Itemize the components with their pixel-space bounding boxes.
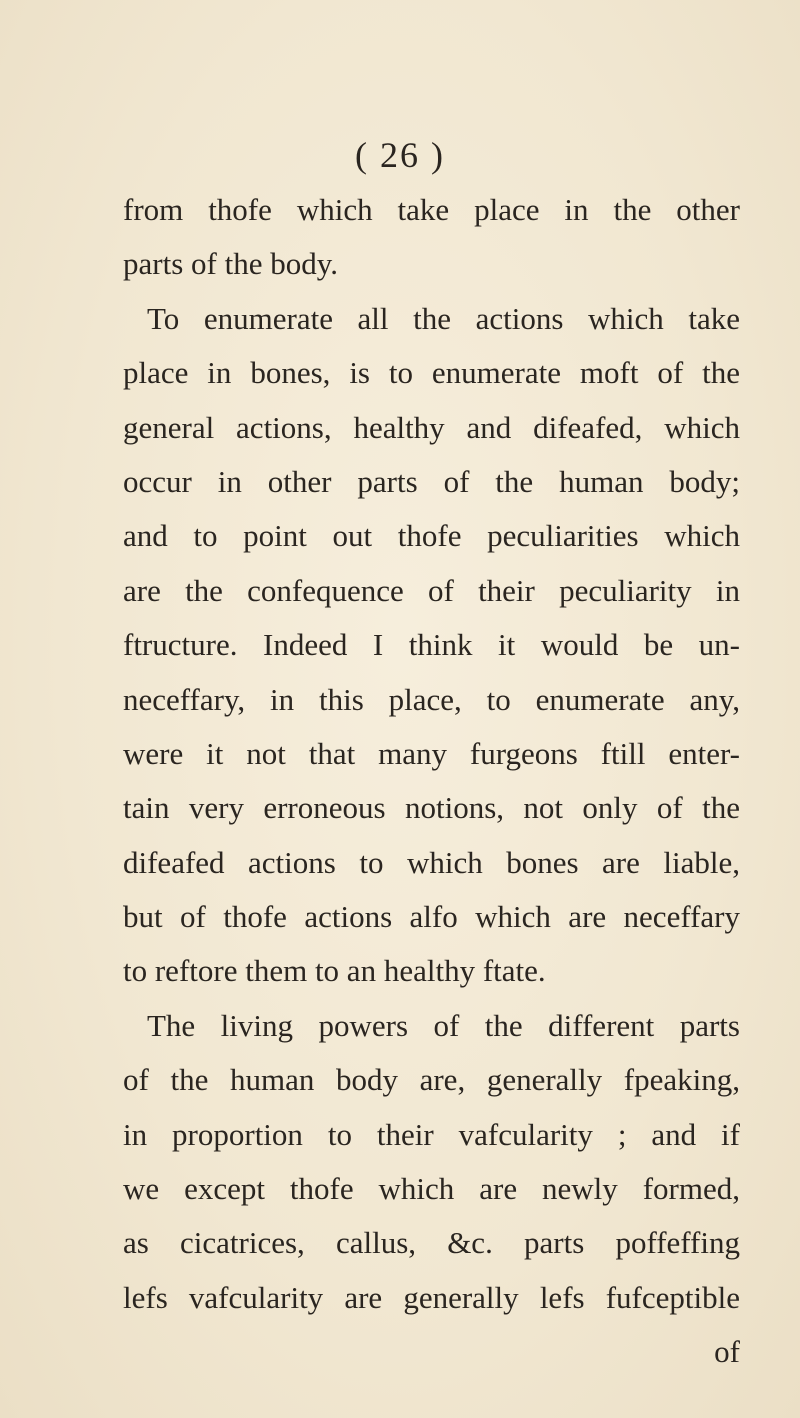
text-line: and to point out thofe peculiarities which — [123, 518, 740, 554]
text-line: to reftore them to an healthy ftate. — [123, 953, 546, 989]
text-line: were it not that many furgeons ftill enter- — [123, 735, 740, 771]
text-line: The living powers of the different parts — [147, 1007, 740, 1043]
text-line: To enumerate all the actions which take — [147, 300, 740, 336]
text-line: in proportion to their vafcularity ; and if — [123, 1116, 740, 1152]
text-line: lefs vafcularity are generally lefs fufceptible — [123, 1279, 740, 1315]
text-line: place in bones, is to enumerate moft of the — [123, 355, 740, 391]
body-text — [123, 183, 740, 1380]
page-number: ( 26 ) — [355, 135, 445, 175]
text-line: difeafed actions to which bones are liable, — [123, 844, 740, 880]
text-line: we except thofe which are newly formed, — [123, 1171, 740, 1207]
text-line: neceffary, in this place, to enumerate any, — [123, 681, 740, 717]
text-line: ftructure. Indeed I think it would be un- — [123, 627, 740, 663]
text-line: general actions, healthy and difeafed, which — [123, 409, 740, 445]
text-line: from thofe which take place in the other — [123, 192, 740, 227]
text-line: of the human body are, generally fpeaking, — [123, 1062, 740, 1098]
text-line: tain very erroneous notions, not only of the — [123, 790, 740, 826]
text-line: but of thofe actions alfo which are neceffary — [123, 899, 740, 935]
catchword: of — [714, 1334, 740, 1370]
text-line: occur in other parts of the human body; — [123, 463, 740, 499]
text-line: as cicatrices, callus, &c. parts poffeffing — [123, 1225, 740, 1261]
text-line: are the confequence of their peculiarity in — [123, 572, 740, 608]
text-line: parts of the body. — [123, 246, 338, 282]
